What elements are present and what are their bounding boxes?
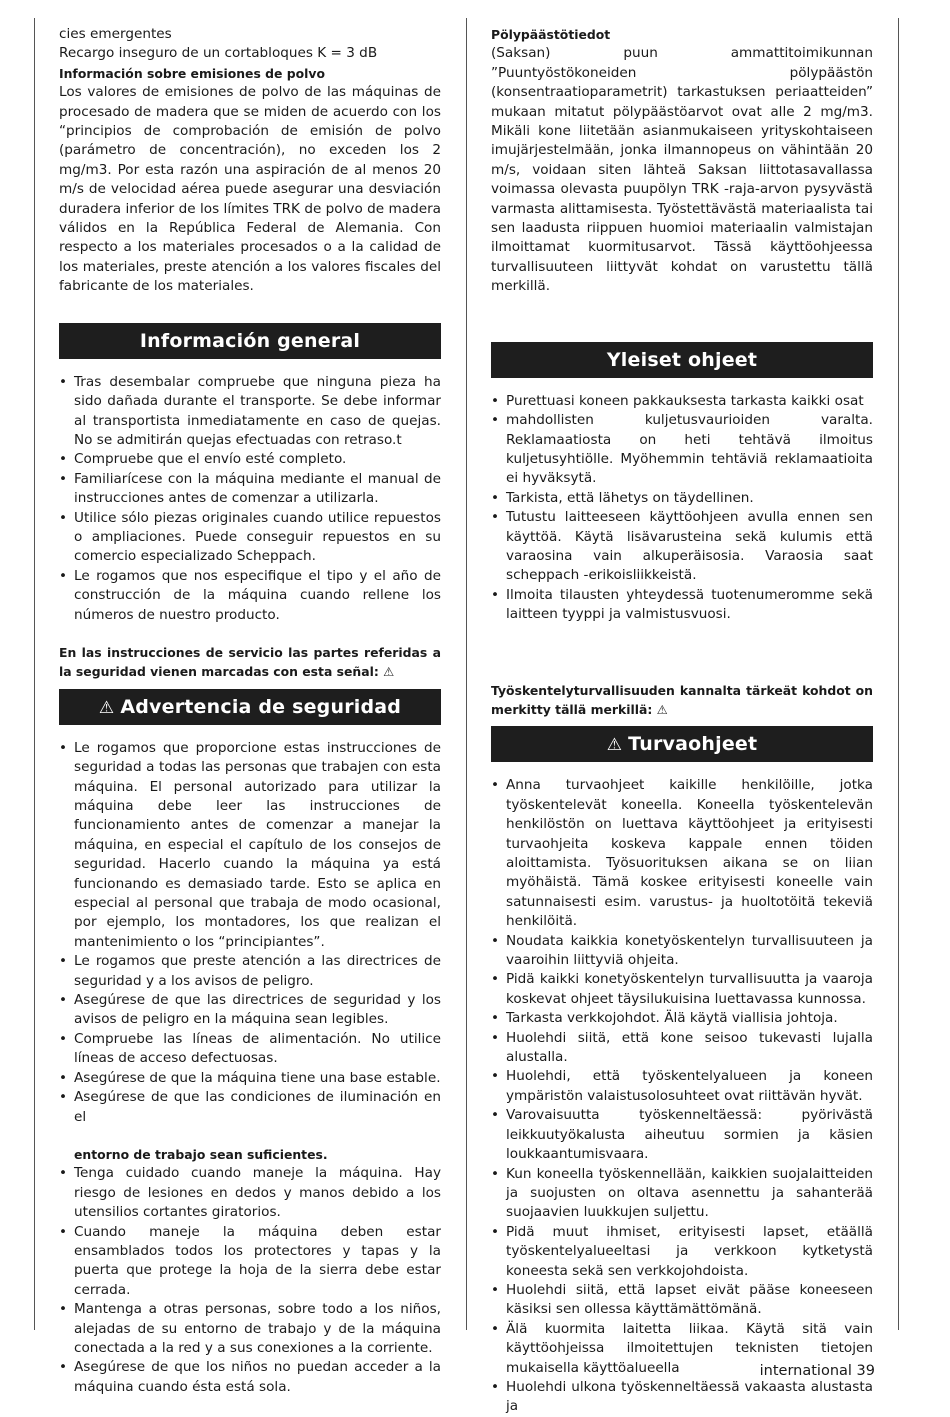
finnish-column [491,25,873,1417]
list-item: • Le rogamos que preste atención a las directrices de seguridad y a los avisos de peligro. [59,952,441,991]
intro-line: Recargo inseguro de un cortabloques K = 3 dB [59,45,378,62]
center-column-rule [466,18,467,1330]
intro-line: cies emergentes [59,26,172,42]
list-item: • Purettuasi koneen pakkauksesta tarkasta kaikki osat [491,392,873,411]
list-item: • mahdollisten kuljetusvaurioiden varalta. Reklamaatiosta on heti tehtävä ilmoitus kuljetusyhtiölle. Myöhemmin tehtäviä reklamaatioita ei hyväksytä. [491,411,873,489]
warning-list-continued [59,1164,441,1397]
dust-heading: Información sobre emisiones de polvo [59,65,325,81]
left-margin-rule [34,18,35,1330]
list-item: • Cuando maneje la máquina deben estar ensamblados todos los protectores y tapas y la puerta que protege la hoja de la sierra debe estar cerrada. [59,1223,441,1301]
general-list [491,392,873,625]
section-title: Información general [139,329,361,352]
list-item: • Asegúrese de que las directrices de seguridad y los avisos de peligro en la máquina sean legibles. [59,991,441,1030]
list-item: • Noudata kaikkia konetyöskentelyn turvallisuuteen ja vaaroihin liittyviä ohjeita. [491,932,873,971]
list-item: • Pidä muut ihmiset, erityisesti lapset, etäällä työskentelyalueeltasi ja verkkoon kytketystä koneesta sekä sen verkkojohdoista. [491,1223,873,1281]
section-title: Turvaohjeet [628,733,758,756]
list-item: • Le rogamos que nos especifique el tipo y el año de construcción de la máquina cuando rellene los números de nuestro producto. [59,567,441,625]
list-item: • Familiarícese con la máquina mediante el manual de instrucciones antes de comenzar a utilizarla. [59,470,441,509]
safety-note: En las instrucciones de servicio las partes referidas a la seguridad vienen marcadas con esta señal: ⚠ [59,644,441,680]
list-item: • Asegúrese de que las condiciones de iluminación en el [59,1088,441,1127]
list-item: • Huolehdi ulkona työskenneltäessä vakaasta alustasta ja [491,1378,873,1417]
list-item: • Huolehdi siitä, että kone seisoo tukevasti lujalla alustalla. [491,1029,873,1068]
list-item: • Huolehdi, että työskentelyalueen ja koneen ympäristön valaistusolosuhteet ovat riittävän hyvät. [491,1067,873,1106]
list-item: • Varovaisuutta työskenneltäessä: pyörivästä leikkuutyökalusta aiheutuu sormien ja käsien loukkaantumisvaara. [491,1106,873,1164]
warning-triangle-icon: ⚠ [606,735,623,756]
list-item: • Tenga cuidado cuando maneje la máquina. Hay riesgo de lesiones en dedos y manos debido a los utensilios cortantes giratorios. [59,1164,441,1222]
list-item: • Compruebe que el envío esté completo. [59,450,441,469]
warning-continuation: entorno de trabajo sean suficientes. [74,1146,328,1162]
warning-list [491,776,873,1416]
list-item: • Kun koneella työskennellään, kaikkien suojalaitteiden ja suojusten on oltava asennettu ja sahanterää suojaavien luukkujen suljettu. [491,1165,873,1223]
list-item: • Tarkista, että lähetys on täydellinen. [491,489,873,508]
list-item: • Tarkasta verkkojohdot. Älä käytä viallisia johtoja. [491,1009,873,1028]
list-item: • Tutustu laitteeseen käyttöohjeen avulla ennen sen käyttöä. Käytä lisävarusteina sekä kulumis että varaosina vain alkuperäisosia. Varaosia saat scheppach -erikoisliikkeistä. [491,508,873,586]
right-margin-rule [898,18,899,1330]
warning-list [59,739,441,1127]
section-header-warning [59,689,441,725]
list-item: • Asegúrese de que los niños no puedan acceder a la máquina cuando ésta está sola. [59,1358,441,1397]
list-item: • Anna turvaohjeet kaikille henkilöille, jotka työskentelevät koneella. Koneella työskentelevän henkilöstön on luettava käyttöohjeet ja erityisesti turvaohjeita koskeva kappale ennen töiden aloittamista. Työsuorituksen aikana se on liian myöhäistä. Tämä koskee erityisesti koneelle vain satunnaisesti esim. varustus- ja huoltotöitä tekeviä henkilöitä. [491,776,873,931]
list-item: • Ilmoita tilausten yhteydessä tuotenumeromme sekä laitteen tyyppi ja valmistusvuosi. [491,586,873,625]
safety-note: Työskentelyturvallisuuden kannalta tärkeät kohdot on merkitty tällä merkillä: ⚠ [491,682,873,717]
section-header-warning [491,726,873,762]
section-title: Advertencia de seguridad [120,695,402,718]
dust-paragraph: (Saksan) puun ammattitoimikunnan ”Puuntyöstökoneiden pölypäästön (konsentraatioparametrit) tarkastuksen periaatteiden” mukaan mitatut pölypäästöarvot ovat alle 2 mg/m3. Mikäli kone liitetään asianmukaiseen yrityskohtaiseen imujärjestelmään, jonka ilmannopeus on vähintään 20 m/s, voidaan siten lähteä Saksan liittotasavallassa voimassa olevasta puupölyn TRK -raja-arvon pysyvästä varmasta alittamisesta. Työstettävästä materiaalista tai sen laadusta riippuen huomioi materiaalin valmistajan ilmoittamat kuormitusarvot. Tässä käyttöohjeessa turvallisuuteen liittyvät kohdat on varustettu tällä merkillä. [491,45,873,295]
dust-heading: Pölypäästötiedot [491,27,611,42]
list-item: • Älä kuormita laitetta liikaa. Käytä sitä vain käyttöohjeissa ilmoitettujen teknisten tietojen mukaisella käyttöalueella [491,1320,873,1378]
list-item: • Asegúrese de que la máquina tiene una base estable. [59,1069,441,1088]
warning-triangle-icon: ⚠ [98,697,115,718]
section-title: Yleiset ohjeet [606,348,758,371]
dust-paragraph: Los valores de emisiones de polvo de las máquinas de procesado de madera que se miden de acuerdo con los “principios de comprobación de emisión de polvo (parámetro de concentración), no exceden los 2 mg/m3. Por esta razón una aspiración de al menos 20 m/s de velocidad aérea puede asegurar una desviación duradera inferior de los límites TRK de polvo de madera válidos en la República Federal de Alemania. Con respecto a los materiales procesados o a la calidad de los materiales, preste atención a los valores fiscales del fabricante de los materiales. [59,84,441,295]
list-item: • Utilice sólo piezas originales cuando utilice repuestos o ampliaciones. Puede conseguir repuestos en su comercio especializado Scheppach. [59,509,441,567]
section-header-general [59,323,441,359]
list-item: • Pidä kaikki konetyöskentelyn turvallisuutta ja vaaroja koskevat ohjeet täysilukuisina luettavassa kunnossa. [491,970,873,1009]
section-header-general [491,342,873,378]
list-item: • Tras desembalar compruebe que ninguna pieza ha sido dañada durante el transporte. Se debe informar al transportista inmediatamente en caso de quejas. No se admitirán quejas efectuadas con retraso.t [59,373,441,451]
list-item: • Le rogamos que proporcione estas instrucciones de seguridad a todas las personas que trabajen con esta máquina. El personal autorizado para utilizar la máquina debe leer las instrucciones de funcionamiento antes de comenzar a manejar la máquina, en especial el capítulo de los consejos de seguridad. Hacerlo cuando la máquina ya está funcionando es demasiado tarde. Esto se aplica en especial al personal que trabaja de modo ocasional, por ejemplo, los montadores, los que realizan el mantenimiento o los “principiantes”. [59,739,441,952]
list-item: • Huolehdi siitä, että lapset eivät pääse koneeseen käsiksi sen ollessa käyttämättömänä. [491,1281,873,1320]
list-item: • Mantenga a otras personas, sobre todo a los niños, alejadas de su entorno de trabajo y de la máquina conectada a la red y a sus conexiones a la corriente. [59,1300,441,1358]
page-footer: international 39 [759,1363,875,1379]
list-item: • Compruebe las líneas de alimentación. No utilice líneas de acceso defectuosas. [59,1030,441,1069]
general-list [59,373,441,625]
spanish-column [59,25,441,1397]
